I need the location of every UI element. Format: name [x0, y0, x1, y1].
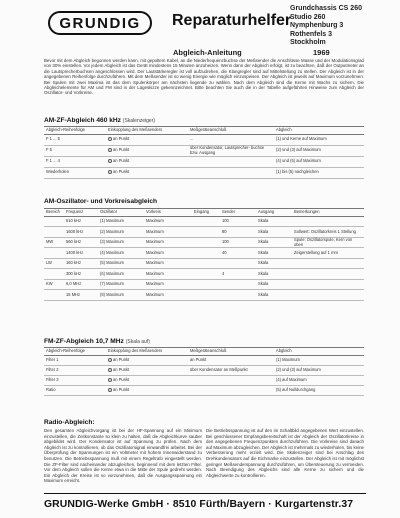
intro-paragraph: Bevor mit dem Abgleich begonnen werden kann, mit gepoltem Kabel, an die Niederfrequenzbuchse der Meßsender die Anschlüsse Masse und der Modulationsgrad von 30% einstellen. Vor jedem Abgleich ist das Gerät mindestens 15 Minuten anzuheizen. Wenn dann der Abgleich erfolgt, ist zu beachten, daß der Outputmeter an die Lautsprecherbuchsen angeschlossen wird. Der Lautstärkeregler ist voll aufzudrehen, die Klangregler sind auf Mittelstellung zu stellen. Der Abgleich ist in der angegebenen Reihenfolge durchzuführen. Mit dem Meßsender ist so wenig Energie wie möglich einzuspeisen. Der Abgleich ist jeweils auf Maximum vorzunehmen. Bei Spulen mit zwei Maxima ist das dem Spulenkörper am nächsten liegende zu wählen. Nach dem Abgleich sind die Kerne mit Wachs zu sichern. Die Abgleichelemente für AM und FM sind in der Lageskizze gekennzeichnet. Bitte beachten Sie auch die in der Tabelle aufgeführten Hinweise zum Abgleich der Oszillator- und Vorkreise.: [44, 58, 364, 96]
table-cell: Skala: [256, 258, 292, 269]
table-row: [44, 248, 364, 259]
table-cell: [192, 216, 220, 227]
table-header-row: [44, 348, 364, 356]
column-header: Frequenz: [64, 209, 98, 217]
table-cell: [106, 134, 188, 145]
table-cell: [106, 365, 188, 375]
table-cell: 100: [220, 237, 256, 248]
test-point-icon: [108, 378, 112, 382]
table-cell: (4) Maximum: [98, 248, 144, 259]
am-if-subtitle: (Skalenzeiger): [122, 118, 156, 124]
document-title: Reparaturhelfer: [172, 12, 292, 29]
test-point-icon: [108, 170, 112, 174]
am-osc-table: [44, 208, 364, 301]
table-cell: Sollwert: Oszillatorkreis 1 Stellung: [292, 227, 364, 238]
radio-text-right: Die Betriebsspannung ist auf den im Schaltbild angegebenen Wert einzustellen. Bei geschlossener Empfangsbereitschaft ist der Abgleich der Oszillatorkreise in den angegebenen Frequenzpunkten durchzuführen. Die Vorkreise sind danach auf Maximum abzugleichen. Der Abgleich ist mehrmals zu wiederholen, bis keine Verbesserung mehr erzielt wird. Die Skalenzeiger sind bei Anschlag des Drehkondensators auf die Eichmarke einzustellen. Der Abgleich ist mit möglichst geringer Meßsenderspannung durchzuführen, um Übersteuerung zu vermeiden. Nach Beendigung des Abgleichs sind alle Kerne zu sichern und die Abgleichwerte zu kontrollieren.: [206, 428, 364, 478]
fm-if-title-text: FM-ZF-Abgleich 10,7 MHz: [44, 338, 124, 345]
table-cell: Wiederholen: [44, 167, 106, 178]
table-cell: (4) und (5) auf Maximum: [274, 156, 364, 167]
table-cell: (5) Maximum: [98, 258, 144, 269]
table-cell: [188, 156, 274, 167]
column-header: Vorkreis: [144, 209, 192, 217]
table-cell: (2) und (3) auf Maximum: [274, 365, 364, 375]
cell-text: an Punkt: [113, 169, 130, 175]
table-row: [44, 134, 364, 145]
table-row: [44, 216, 364, 227]
table-cell: Skala: [256, 248, 292, 259]
column-header: Ausgang: [256, 209, 292, 217]
table-cell: Maximum: [144, 258, 192, 269]
table-cell: (1) Maximum: [98, 216, 144, 227]
cell-text: an Punkt: [113, 147, 130, 153]
table-cell: F 5: [44, 145, 106, 156]
radio-heading: Radio-Abgleich:: [44, 419, 95, 426]
table-cell: Maximum: [144, 227, 192, 238]
table-cell: [192, 258, 220, 269]
table-cell: Maximum: [144, 237, 192, 248]
table-cell: [44, 216, 64, 227]
table-cell: [106, 385, 188, 395]
test-point-icon: [108, 388, 112, 392]
table-row: [44, 237, 364, 248]
column-header: Bereich: [44, 209, 64, 217]
chassis-line: Studio 260: [290, 13, 326, 21]
test-point-icon: [108, 148, 112, 152]
table-cell: ...: [188, 134, 274, 145]
table-cell: Filter 2: [44, 365, 106, 375]
table-cell: [292, 258, 364, 269]
table-cell: [188, 167, 274, 178]
table-cell: Skala: [256, 279, 292, 290]
table-cell: MW: [44, 237, 64, 248]
table-cell: [192, 290, 220, 301]
table-cell: KW: [44, 279, 64, 290]
table-cell: (5) auf Nulldurchgang: [274, 385, 364, 395]
fm-if-title: [44, 338, 150, 345]
table-cell: [220, 258, 256, 269]
chassis-list: [290, 5, 362, 48]
column-header: Meßgeräteanschluß: [188, 127, 274, 135]
table-cell: (1) Maximum: [274, 355, 364, 365]
test-point-icon: [108, 358, 112, 362]
table-cell: [192, 227, 220, 238]
cell-text: an Punkt: [113, 356, 130, 362]
table-row: [44, 227, 364, 238]
table-cell: 160 kHz: [64, 258, 98, 269]
table-cell: (2) Maximum: [98, 227, 144, 238]
logo-text: GRUNDIG: [59, 14, 141, 32]
am-if-table: [44, 126, 364, 179]
fm-if-table: [44, 347, 364, 396]
table-cell: Filter 1: [44, 355, 106, 365]
table-cell: 80: [220, 227, 256, 238]
chassis-line: Rothenfels 3: [290, 30, 333, 38]
radio-text-left: Den gesamten Abgleichvorgang ist bei der HF-Spannung auf ein Minimum einzustellen, die Zeitkonstante so klein zu halten, daß die Abgleichkurve sauber abgebildet wird. Der Kondensator ist auf Spannung zu prüfen. Nach dem Abgleich ist zu kontrollieren, ob das Oszillatorsignal einwandfrei arbeitet. Bei der Überprüfung der Spannungen ist ein Voltmeter mit hohem Innenwiderstand zu benutzen. Die Betriebsspannung muß mit einem Regeltrafo eingestellt werden. Die ZF-Filter sind nacheinander abzugleichen, beginnend mit dem letzten Filter. Vor dem Abgleich sollen die Kerne etwa in die Mitte der Spule gedreht werden. Ein Abgleich der Kreise ist so vorzunehmen, daß die Ausgangsspannung ein Maximum erreicht.: [44, 428, 202, 484]
table-cell: 560 kHz: [64, 237, 98, 248]
table-row: [44, 145, 364, 156]
table-cell: Spule: Oszillatorspule, Kern von oben: [292, 237, 364, 248]
column-header: Einkopplung des Meßsenders: [106, 127, 188, 135]
column-header: Einkopplung des Meßsenders: [106, 348, 188, 356]
table-cell: (7) Maximum: [98, 279, 144, 290]
table-cell: 1400 kHz: [64, 248, 98, 259]
am-if-title-text: AM-ZF-Abgleich 460 kHz: [44, 117, 121, 124]
table-cell: über Kondensator an Meßpunkt: [188, 365, 274, 375]
table-row: [44, 279, 364, 290]
footer-address: GRUNDIG-Werke GmbH · 8510 Fürth/Bayern · Kurgartenstr.37: [44, 499, 354, 510]
table-cell: [192, 237, 220, 248]
table-cell: Ratio: [44, 385, 106, 395]
heading-year: 1969: [313, 48, 330, 57]
table-row: [44, 258, 364, 269]
column-header: Meßgeräteanschluß: [188, 348, 274, 356]
table-row: [44, 355, 364, 365]
table-cell: [44, 290, 64, 301]
table-cell: (1) bis (5) nachgleichen: [274, 167, 364, 178]
table-cell: Skala: [256, 216, 292, 227]
table-cell: [44, 269, 64, 280]
table-cell: 4: [220, 269, 256, 280]
table-cell: [188, 375, 274, 385]
table-cell: Skala: [256, 227, 292, 238]
table-cell: Maximum: [144, 279, 192, 290]
table-cell: Skala: [256, 269, 292, 280]
column-header: Sender: [220, 209, 256, 217]
table-cell: Maximum: [144, 269, 192, 280]
table-row: [44, 365, 364, 375]
table-cell: 6,0 MHz: [64, 279, 98, 290]
test-point-icon: [108, 137, 112, 141]
table-cell: [106, 167, 188, 178]
table-cell: Maximum: [144, 248, 192, 259]
table-row: [44, 385, 364, 395]
column-header: Eingang: [192, 209, 220, 217]
table-cell: [292, 269, 364, 280]
table-cell: Zeigerstellung auf 1 mm: [292, 248, 364, 259]
heading-title: Abgleich-Anleitung: [173, 48, 242, 57]
table-cell: 1600 kHz: [64, 227, 98, 238]
table-row: [44, 375, 364, 385]
table-row: [44, 156, 364, 167]
test-point-icon: [108, 368, 112, 372]
table-cell: [192, 279, 220, 290]
table-cell: F 1 ... 4: [44, 156, 106, 167]
am-osc-rows: [44, 216, 364, 300]
chassis-line: Grundchassis CS 260: [290, 5, 362, 12]
am-if-title: [44, 117, 155, 124]
grundig-logo: [48, 11, 152, 35]
table-cell: Skala: [256, 290, 292, 301]
table-cell: [44, 248, 64, 259]
table-cell: (1) und Kerne auf Maximum: [274, 134, 364, 145]
table-cell: F 1 ... 5: [44, 134, 106, 145]
table-cell: an Punkt: [188, 355, 274, 365]
table-cell: 100: [220, 216, 256, 227]
table-cell: [106, 156, 188, 167]
table-cell: [220, 279, 256, 290]
column-header: Oszillator: [98, 209, 144, 217]
table-cell: 300 kHz: [64, 269, 98, 280]
table-cell: Maximum: [144, 216, 192, 227]
table-cell: (6) Maximum: [98, 269, 144, 280]
table-cell: 40: [220, 248, 256, 259]
cell-text: an Punkt: [113, 136, 130, 142]
table-cell: [292, 290, 364, 301]
table-cell: (4) auf Maximum: [274, 375, 364, 385]
column-header: Abgleich: [274, 127, 364, 135]
cell-text: an Punkt: [113, 366, 130, 372]
table-row: [44, 167, 364, 178]
table-cell: (2) und (3) auf Maximum: [274, 145, 364, 156]
table-cell: [292, 279, 364, 290]
am-osc-title: AM-Oszillator- und Vorkreisabgleich: [44, 198, 158, 205]
table-cell: [106, 375, 188, 385]
test-point-icon: [108, 159, 112, 163]
fm-if-subtitle: (Skala auf): [125, 339, 150, 345]
table-cell: Filter 3: [44, 375, 106, 385]
table-cell: LW: [44, 258, 64, 269]
table-cell: [292, 216, 364, 227]
column-header: Abgleich-Reihenfolge: [44, 127, 106, 135]
chassis-line: Nymphenburg 3: [290, 22, 344, 30]
table-header-row: [44, 127, 364, 135]
table-cell: [44, 227, 64, 238]
table-cell: 510 kHz: [64, 216, 98, 227]
table-cell: Skala: [256, 237, 292, 248]
table-cell: 15 MHz: [64, 290, 98, 301]
table-header-row: [44, 209, 364, 217]
chassis-line: Stockholm: [290, 39, 326, 47]
table-cell: [106, 355, 188, 365]
cell-text: an Punkt: [113, 386, 130, 392]
table-cell: [192, 269, 220, 280]
table-cell: Maximum: [144, 290, 192, 301]
table-cell: (3) Maximum: [98, 237, 144, 248]
table-cell: über Kondensator, Lautsprecher- buchse bzw. Ausgang: [188, 145, 274, 156]
table-row: [44, 269, 364, 280]
footer-divider: [44, 493, 366, 494]
table-cell: [106, 145, 188, 156]
column-header: Abgleich: [274, 348, 364, 356]
column-header: Bemerkungen: [292, 209, 364, 217]
table-row: [44, 290, 364, 301]
table-cell: (8) Maximum: [98, 290, 144, 301]
column-header: Abgleich-Reihenfolge: [44, 348, 106, 356]
table-cell: [220, 290, 256, 301]
cell-text: an Punkt: [113, 158, 130, 164]
cell-text: an Punkt: [113, 376, 130, 382]
table-cell: [192, 248, 220, 259]
table-cell: [188, 385, 274, 395]
